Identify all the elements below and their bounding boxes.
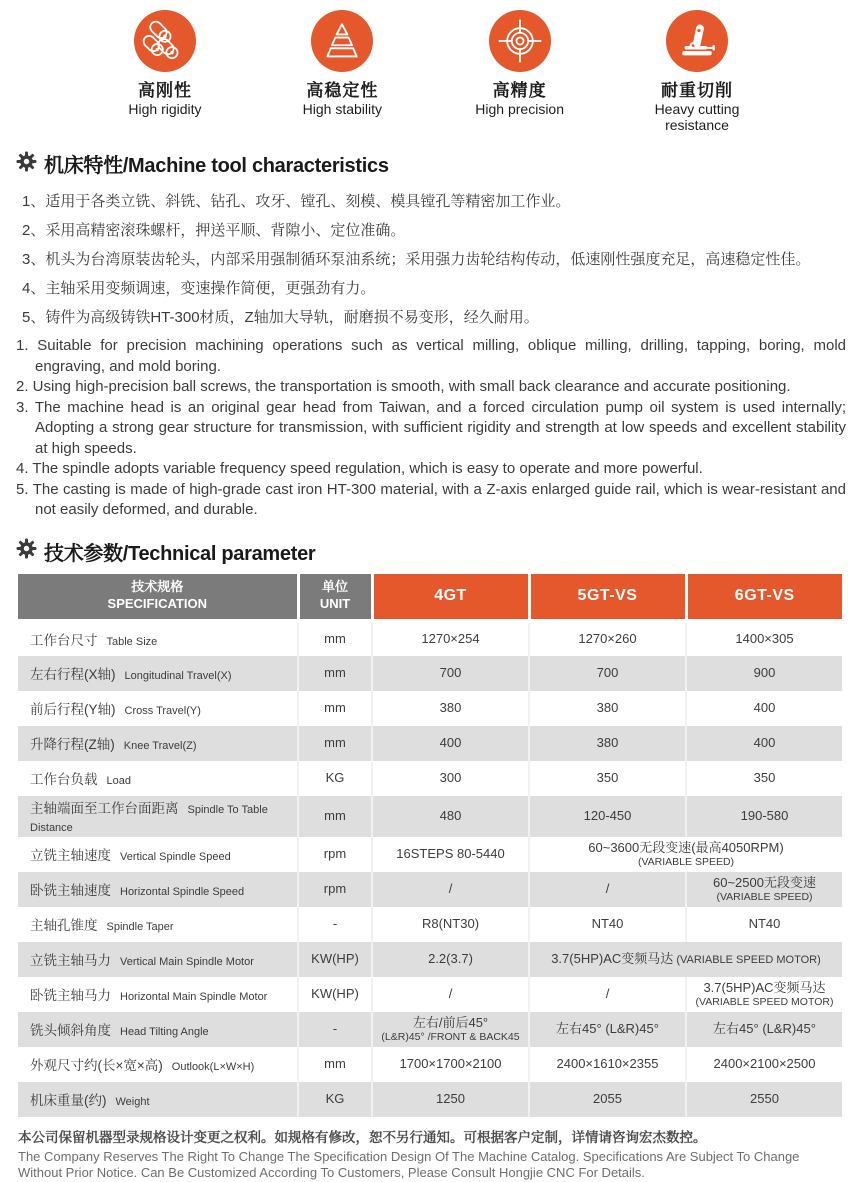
- unit-cell: rpm: [298, 837, 372, 872]
- feature-badges: [0, 0, 860, 133]
- value-cell: 350: [529, 761, 686, 796]
- table-row: [18, 726, 842, 761]
- characteristics-section-title: [16, 149, 860, 178]
- value-cell: 1250: [372, 1082, 529, 1117]
- section-title-text: 机床特性/Machine tool characteristics: [44, 155, 389, 178]
- value-cell: 3.7(5HP)AC变频马达 (VARIABLE SPEED MOTOR): [529, 942, 842, 977]
- cutter-icon: [666, 10, 728, 72]
- list-item: 5. The casting is made of high-grade cast iron HT-300 material, with a Z-axis enlarged guide rail, which is wear-resistant and not easily deformed, and durable.: [16, 480, 846, 519]
- value-cell: 60~3600无段变速(最高4050RPM) (VARIABLE SPEED): [529, 837, 842, 872]
- list-item: 2、采用高精密滚珠螺杆，押送平顺、背隙小、定位准确。: [22, 222, 406, 240]
- value-cell: 3.7(5HP)AC变频马达 (VARIABLE SPEED MOTOR): [686, 977, 842, 1012]
- table-row: [18, 1082, 842, 1117]
- value-cell: 700: [372, 656, 529, 691]
- target-icon: [489, 10, 551, 72]
- value-cell: 1700×1700×2100: [372, 1047, 529, 1082]
- feature-label-zh: 高稳定性: [306, 81, 379, 100]
- unit-header-cell: [298, 574, 372, 621]
- feature-rigidity: [86, 10, 244, 133]
- model-header-5gt-vs: 5GT-VS: [529, 574, 686, 621]
- spec-header-cell: [18, 574, 298, 621]
- list-item: 1. Suitable for precision machining operations such as vertical milling, oblique milling, drilling, tapping, boring, mold engraving, and mold boring.: [16, 337, 846, 375]
- value-cell: 2055: [529, 1082, 686, 1117]
- value-cell: 300: [372, 761, 529, 796]
- value-cell: 2400×2100×2500: [686, 1047, 842, 1082]
- spec-cell: 外观尺寸约(长×宽×高) Outlook(L×W×H): [30, 1057, 255, 1073]
- value-cell: /: [372, 977, 529, 1012]
- value-cell: 左右45° (L&R)45°: [686, 1012, 842, 1047]
- value-cell: 1400×305: [686, 621, 842, 656]
- value-cell: /: [372, 872, 529, 907]
- value-cell: 380: [529, 691, 686, 726]
- unit-cell: mm: [298, 621, 372, 656]
- footer-note: [18, 1126, 842, 1182]
- table-row: [18, 872, 842, 907]
- value-cell: 380: [529, 726, 686, 761]
- spec-cell: 主轴端面至工作台面距离 Spindle To Table Distance: [18, 796, 298, 837]
- value-cell: R8(NT30): [372, 907, 529, 942]
- spec-cell: 立铣主轴速度 Vertical Spindle Speed: [30, 847, 231, 863]
- feature-stability: [263, 10, 421, 133]
- spec-cell: 工作台尺寸 Table Size: [30, 632, 158, 648]
- feature-label-en: High precision: [475, 101, 565, 117]
- value-cell: 2550: [686, 1082, 842, 1117]
- spec-header-en: SPECIFICATION: [107, 596, 207, 612]
- feature-heavy-cutting: [618, 10, 776, 133]
- unit-cell: rpm: [298, 872, 372, 907]
- table-row: [18, 761, 842, 796]
- unit-header-zh: 单位: [321, 579, 348, 595]
- unit-cell: mm: [298, 1047, 372, 1082]
- spec-header-zh: 技术规格: [131, 579, 184, 595]
- spec-cell: 卧铣主轴速度 Horizontal Spindle Speed: [18, 872, 298, 907]
- feature-label-en: Heavy cutting resistance: [654, 101, 740, 133]
- footer-note-en: The Company Reserves The Right To Change The Specification Design Of The Machine Catalog. Specifications Are Subject To Change Without Prior Notice. Can Be Customized According To Customers, Please Consult Hongjie CNC For Details.: [18, 1148, 800, 1181]
- spec-cell: 铣头倾斜角度 Head Tilting Angle: [18, 1012, 298, 1047]
- parameters-section-title: [16, 537, 860, 566]
- feature-label-zh: 耐重切削: [660, 81, 733, 100]
- unit-cell: mm: [298, 796, 372, 837]
- characteristics-zh-list: [22, 191, 860, 328]
- value-cell: 480: [372, 796, 529, 837]
- spec-cell: 工作台负载 Load: [30, 771, 131, 787]
- unit-cell: KW(HP): [298, 942, 372, 977]
- value-cell: 16STEPS 80-5440: [372, 837, 529, 872]
- feature-label-zh: 高刚性: [138, 81, 192, 100]
- table-row: [18, 837, 842, 872]
- value-cell: 1270×254: [372, 621, 529, 656]
- parameters-table: [18, 574, 842, 1117]
- list-item: 2. Using high-precision ball screws, the transportation is smooth, with small back clearance and accurate positioning.: [16, 378, 791, 396]
- gear-icon: [16, 538, 37, 564]
- section-title-text: 技术参数/Technical parameter: [44, 542, 316, 565]
- value-cell: /: [529, 977, 686, 1012]
- unit-cell: -: [298, 907, 372, 942]
- parameters-table-body: [18, 621, 842, 1117]
- value-cell: 2400×1610×2355: [529, 1047, 686, 1082]
- value-cell: 左右/前后45° (L&R)45° /FRONT & BACK45: [372, 1012, 529, 1047]
- spec-cell: 主轴孔锥度 Spindle Taper: [30, 917, 174, 933]
- unit-cell: KW(HP): [298, 977, 372, 1012]
- value-cell: 1270×260: [529, 621, 686, 656]
- gear-icon: [16, 151, 37, 177]
- value-cell: 左右45° (L&R)45°: [529, 1012, 686, 1047]
- value-cell: 900: [686, 656, 842, 691]
- rolls-icon: [134, 10, 196, 72]
- spec-cell: 立铣主轴马力 Vertical Main Spindle Motor: [18, 942, 298, 977]
- value-cell: NT40: [529, 907, 686, 942]
- spec-cell: 左右行程(X轴) Longitudinal Travel(X): [18, 656, 298, 691]
- model-header-6gt-vs: 6GT-VS: [686, 574, 842, 621]
- unit-cell: KG: [298, 1082, 372, 1117]
- value-cell: 700: [529, 656, 686, 691]
- table-row: [18, 621, 842, 656]
- table-row: [18, 977, 842, 1012]
- table-row: [18, 907, 842, 942]
- unit-cell: mm: [298, 726, 372, 761]
- value-cell: 120-450: [529, 796, 686, 837]
- unit-cell: mm: [298, 656, 372, 691]
- value-cell: /: [529, 872, 686, 907]
- table-row: [18, 691, 842, 726]
- footer-note-zh: 本公司保留机器型录规格设计变更之权利。如规格有修改，恕不另行通知。可根据客户定制，详情请咨询宏杰数控。: [18, 1129, 707, 1145]
- unit-header-en: UNIT: [319, 596, 351, 612]
- spec-cell: 升降行程(Z轴) Knee Travel(Z): [18, 726, 298, 761]
- list-item: 3、机头为台湾原装齿轮头，内部采用强制循环泵油系统；采用强力齿轮结构传动，低速刚性强度充足，高速稳定性佳。: [22, 251, 811, 269]
- list-item: 1、适用于各类立铣、斜铣、钻孔、攻牙、镗孔、刻模、模具镗孔等精密加工作业。: [22, 193, 571, 211]
- model-header-4gt: 4GT: [372, 574, 529, 621]
- list-item: 4. The spindle adopts variable frequency speed regulation, which is easy to operate and more powerful.: [16, 460, 703, 478]
- table-row: [18, 942, 842, 977]
- value-cell: 400: [372, 726, 529, 761]
- value-cell: 380: [372, 691, 529, 726]
- feature-label-en: High stability: [302, 101, 383, 117]
- value-cell: 350: [686, 761, 842, 796]
- feature-label-en: High rigidity: [128, 101, 202, 117]
- pyramid-icon: [311, 10, 373, 72]
- list-item: 4、主轴采用变频调速，变速操作简便，更强劲有力。: [22, 280, 376, 298]
- table-row: [18, 656, 842, 691]
- value-cell: 400: [686, 691, 842, 726]
- feature-label-zh: 高精度: [492, 81, 547, 100]
- unit-cell: -: [298, 1012, 372, 1047]
- spec-cell: 机床重量(约) Weight: [18, 1082, 298, 1117]
- unit-cell: mm: [298, 691, 372, 726]
- value-cell: 400: [686, 726, 842, 761]
- list-item: 3. The machine head is an original gear head from Taiwan, and a forced circulation pump oil system is used internally; Adopting a strong gear structure for transmission, with sufficient rigidity and strength at low speeds and excellent stability at high speeds.: [16, 398, 846, 457]
- value-cell: 2.2(3.7): [372, 942, 529, 977]
- table-row: [18, 1047, 842, 1082]
- value-cell: NT40: [686, 907, 842, 942]
- unit-cell: KG: [298, 761, 372, 796]
- table-row: [18, 1012, 842, 1047]
- value-cell: 190-580: [686, 796, 842, 837]
- value-cell: 60~2500无段变速 (VARIABLE SPEED): [686, 872, 842, 907]
- spec-cell: 前后行程(Y轴) Cross Travel(Y): [30, 701, 201, 717]
- table-header-row: [18, 574, 842, 621]
- characteristics-en-list: [16, 336, 846, 521]
- feature-precision: [441, 10, 599, 133]
- list-item: 5、铸件为高级铸铁HT-300材质，Z轴加大导轨，耐磨损不易变形，经久耐用。: [22, 309, 539, 327]
- table-row: [18, 796, 842, 837]
- spec-cell: 卧铣主轴马力 Horizontal Main Spindle Motor: [30, 987, 268, 1003]
